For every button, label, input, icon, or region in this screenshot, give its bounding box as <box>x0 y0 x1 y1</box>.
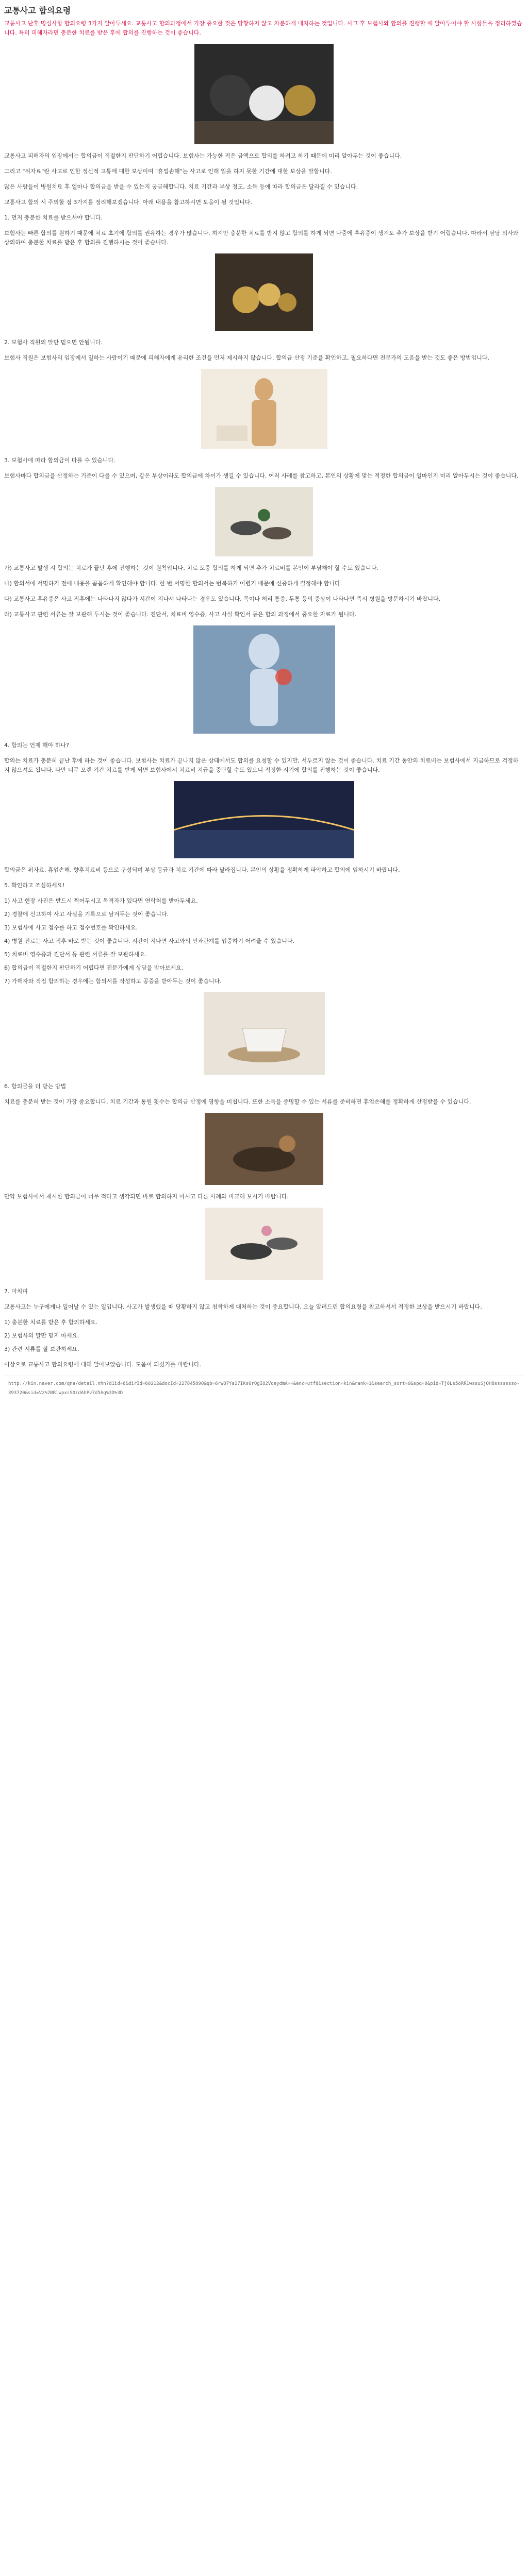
section-4-title: 6. 합의금을 더 받는 방법 <box>4 1083 67 1090</box>
bridge-night-image <box>174 781 354 858</box>
section-4-text-2: 만약 보험사에서 제시한 합의금이 너무 적다고 생각되면 바로 합의하지 마시고 다른 사례와 비교해 보시기 바랍니다. <box>4 1193 289 1200</box>
spine-xray-illustration <box>193 625 335 734</box>
section-2-text-2: 합의금은 위자료, 휴업손해, 향후치료비 등으로 구성되며 부상 등급과 치료 기간에 따라 달라집니다. 본인의 상황을 정확하게 파악하고 합의에 임하시기 바랍니다. <box>4 867 400 873</box>
section-2-text: 합의는 치료가 충분히 끝난 후에 하는 것이 좋습니다. 보험사는 치료가 끝나지 않은 상태에서도 합의를 요청할 수 있지만, 서두르지 않는 것이 좋습니다. 치료 기간 동안의 치료비는 보험사에서 지급하므로 걱정하지 않으셔도 됩니다. 다만 너무 오랜 기간 치료를 받게 되면 보험사에서 치료비 지급을 중단할 수도 있으니 적정한 시기에 합의를 진행하는 것이 좋습니다. <box>4 757 519 773</box>
point-2-text: 보험사 직원은 보험사의 입장에서 일하는 사람이기 때문에 피해자에게 유리한 조건을 먼저 제시하지 않습니다. 합의금 산정 기준을 확인하고, 필요하다면 전문가의 도움을 받는 것도 좋은 방법입니다. <box>4 354 489 361</box>
point-5-text: 나) 합의서에 서명하기 전에 내용을 꼼꼼하게 확인해야 합니다. 한 번 서명한 합의서는 번복하기 어렵기 때문에 신중하게 결정해야 합니다. <box>4 580 342 587</box>
section-3-title: 5. 확인하고 조심하세요! <box>4 882 65 889</box>
stones-illustration <box>215 487 313 556</box>
spine-xray-image <box>193 625 335 734</box>
closing-note: 이상으로 교통사고 합의요령에 대해 알아보았습니다. 도움이 되셨기를 바랍니다. <box>4 1361 202 1368</box>
intro-paragraph-1: 교통사고 난후 명심사항 합의요령 3가지 알아두세요. 교통사고 합의과정에서 가장 중요한 것은 당황하지 않고 차분하게 대처하는 것입니다. 사고 후 보험사와 합의를 진행할 때 알아두어야 할 사항들을 정리하였습니다. 특히 피해자라면 충분한 치료를 받은 후에 합의를 진행하는 것이 좋습니다. <box>4 20 522 36</box>
list-item: 5) 치료비 영수증과 진단서 등 관련 서류를 잘 보관하세요. <box>4 951 147 958</box>
section-5-text: 교통사고는 누구에게나 일어날 수 있는 일입니다. 사고가 발생했을 때 당황하지 않고 침착하게 대처하는 것이 중요합니다. 오늘 알려드린 합의요령을 참고하셔서 적정한 보상을 받으시기 바랍니다. <box>4 1303 482 1310</box>
list-item: 3) 관련 서류를 잘 보관하세요. <box>4 1346 79 1352</box>
section-3-list <box>4 896 524 986</box>
post-body <box>0 19 528 1401</box>
intro-paragraph-2: 교통사고 피해자의 입장에서는 합의금이 적절한지 판단하기 어렵습니다. 보험사는 가능한 적은 금액으로 합의를 하려고 하기 때문에 미리 알아두는 것이 좋습니다. <box>4 152 402 159</box>
stones-image <box>215 487 313 556</box>
list-item: 4) 병원 진료는 사고 직후 바로 받는 것이 좋습니다. 시간이 지나면 사고와의 인과관계를 입증하기 어려울 수 있습니다. <box>4 938 295 944</box>
acupuncture-figure-illustration <box>201 369 327 449</box>
page-title: 교통사고 합의요령 <box>4 6 71 15</box>
intro-paragraph-4: 많은 사람들이 병원치료 후 얼마나 합의금을 받을 수 있는지 궁금해합니다. 치료 기간과 부상 정도, 소득 등에 따라 합의금은 달라질 수 있습니다. <box>4 183 358 190</box>
section-5-title: 7. 마치며 <box>4 1288 28 1295</box>
pendulum-illustration <box>194 44 334 144</box>
point-2-title: 2. 보험사 직원의 말만 믿으면 안됩니다. <box>4 339 103 346</box>
tea-cup-illustration <box>204 992 325 1075</box>
gold-balls-image <box>215 253 313 331</box>
list-item: 7) 가해자와 직접 합의하는 경우에는 합의서를 작성하고 공증을 받아두는 것이 좋습니다. <box>4 978 222 985</box>
source-link[interactable]: http://kin.naver.com/qna/detail.nhn?d1id=6&dirId=60212&docId=227845890&qb=6rWQ7Ya17IKs6rOgIO2VqeydmA==&enc=utf8&section=kin&rank=1&search_sort=0&spq=0&pid=Tj6Ls5oRR1wssuSjQH8ssssssso-393720&sid=Vz%2BRlwpxsS0rdAhPv7d5Ag%3D%3D <box>4 1376 524 1401</box>
herbal-pot-illustration <box>205 1113 323 1185</box>
point-6-text: 다) 교통사고 후유증은 사고 직후에는 나타나지 않다가 시간이 지나서 나타나는 경우도 있습니다. 목이나 허리 통증, 두통 등의 증상이 나타나면 즉시 병원을 방문하시기 바랍니다. <box>4 596 441 602</box>
point-1-title: 1. 먼저 충분한 치료를 받으셔야 합니다. <box>4 214 103 221</box>
intro-paragraph-3: 그리고 "위자료"란 사고로 인한 정신적 고통에 대한 보상이며 "휴업손해"는 사고로 인해 일을 하지 못한 기간에 대한 보상을 말합니다. <box>4 168 332 175</box>
list-item: 1) 충분한 치료를 받은 후 합의하세요. <box>4 1319 98 1326</box>
point-1-text: 보험사는 빠른 합의를 원하기 때문에 치료 초기에 합의를 권유하는 경우가 많습니다. 하지만 충분한 치료를 받지 않고 합의를 하게 되면 나중에 후유증이 생겨도 추가 보상을 받기 어렵습니다. 따라서 담당 의사와 상의하여 충분한 치료를 받은 후 합의를 진행하시는 것이 좋습니다. <box>4 230 519 246</box>
section-4-text: 치료를 충분히 받는 것이 가장 중요합니다. 치료 기간과 통원 횟수는 합의금 산정에 영향을 미칩니다. 또한 소득을 증명할 수 있는 서류를 준비하면 휴업손해를 정확하게 산정받을 수 있습니다. <box>4 1098 471 1105</box>
list-item: 1) 사고 현장 사진은 반드시 찍어두시고 목격자가 있다면 연락처를 받아두세요. <box>4 897 198 904</box>
intro-paragraph-5: 교통사고 합의 시 주의할 점 3가지를 정리해보겠습니다. 아래 내용을 참고하시면 도움이 될 것입니다. <box>4 199 252 206</box>
list-item: 2) 보험사의 말만 믿지 마세요. <box>4 1332 79 1339</box>
point-3-text: 보험사마다 합의금을 산정하는 기준이 다를 수 있으며, 같은 부상이라도 합의금에 차이가 생길 수 있습니다. 여러 사례를 참고하고, 본인의 상황에 맞는 적정한 합의금이 얼마인지 미리 알아두시는 것이 좋습니다. <box>4 472 519 479</box>
section-2-title: 4. 합의는 언제 해야 하나? <box>4 742 69 749</box>
point-3-title: 3. 보험사에 따라 합의금이 다를 수 있습니다. <box>4 457 116 464</box>
list-item: 6) 합의금이 적절한지 판단하기 어렵다면 전문가에게 상담을 받아보세요. <box>4 964 184 971</box>
point-4-text: 가) 교통사고 발생 시 합의는 치료가 끝난 후에 진행하는 것이 원칙입니다. 치료 도중 합의를 하게 되면 추가 치료비를 본인이 부담해야 할 수도 있습니다. <box>4 565 378 571</box>
list-item: 2) 경찰에 신고하여 사고 사실을 기록으로 남겨두는 것이 좋습니다. <box>4 911 169 918</box>
herbal-pot-image <box>205 1113 323 1185</box>
spa-stones-image <box>205 1208 323 1280</box>
spa-stones-illustration <box>205 1208 323 1280</box>
bridge-night-illustration <box>174 781 354 858</box>
point-7-text: 라) 교통사고 관련 서류는 잘 보관해 두시는 것이 좋습니다. 진단서, 치료비 영수증, 사고 사실 확인서 등은 합의 과정에서 중요한 자료가 됩니다. <box>4 611 357 618</box>
acupuncture-figure-image <box>201 369 327 449</box>
tea-cup-image <box>204 992 325 1075</box>
gold-balls-illustration <box>215 253 313 331</box>
pendulum-image <box>194 44 334 144</box>
list-item: 3) 보험사에 사고 접수를 하고 접수번호를 확인하세요. <box>4 924 138 931</box>
closing-list <box>4 1318 524 1354</box>
